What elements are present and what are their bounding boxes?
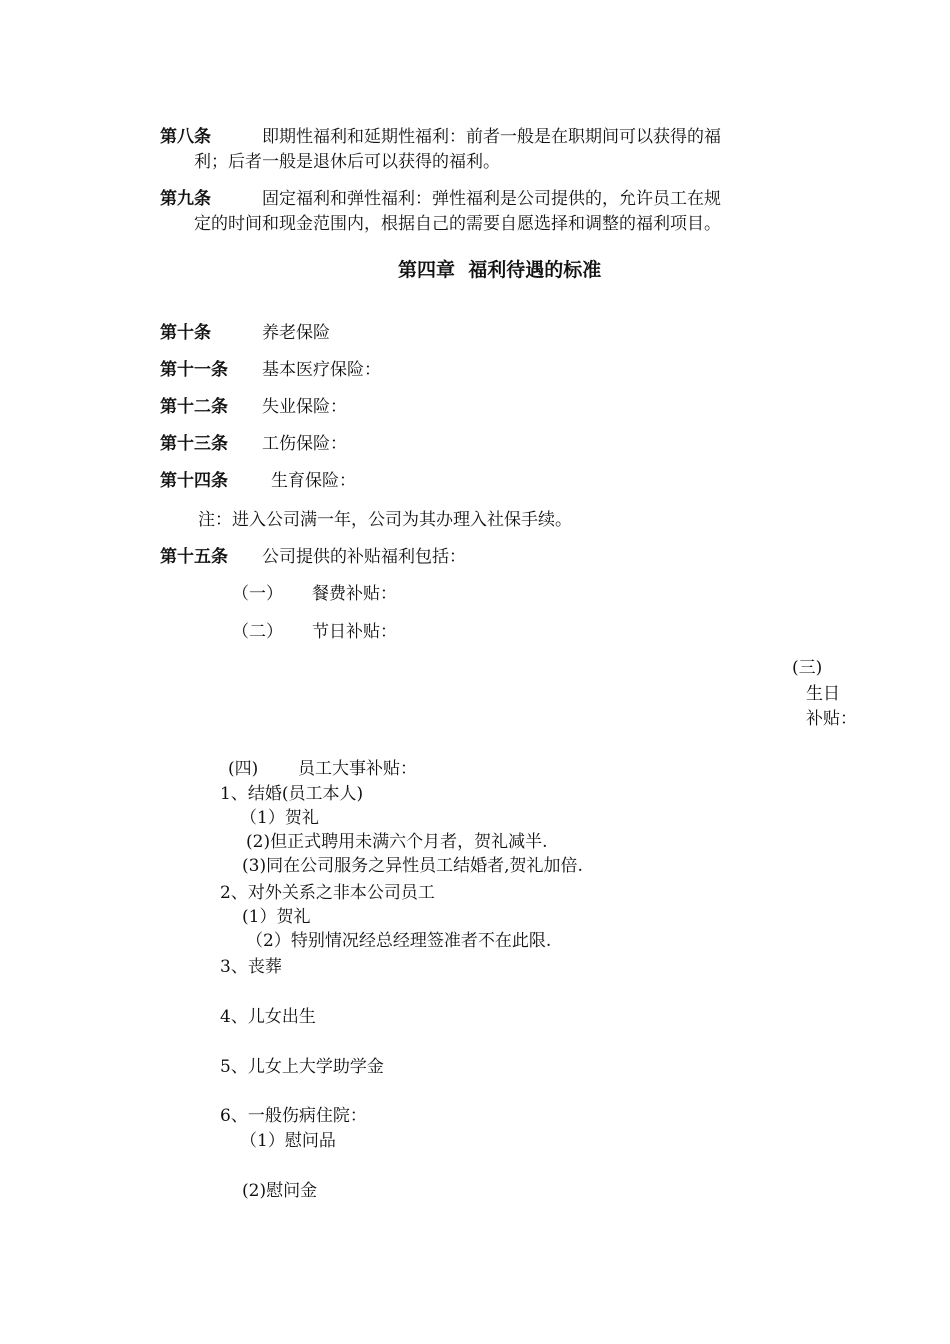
article-15-number: 第十五条 <box>160 547 228 567</box>
article-10-text: 养老保险 <box>262 323 330 343</box>
subsidy-1-number: （一） <box>232 584 283 604</box>
article-14-number: 第十四条 <box>160 471 228 491</box>
item-1c: (3)同在公司服务之异性员工结婚者,贺礼加倍. <box>242 856 583 876</box>
article-13-text: 工伤保险： <box>262 434 347 454</box>
item-1a: （1）贺礼 <box>240 808 319 828</box>
item-1b: (2)但正式聘用未满六个月者，贺礼减半. <box>246 832 548 852</box>
article-11-number: 第十一条 <box>160 360 228 380</box>
article-8-number: 第八条 <box>160 127 211 147</box>
item-4-childbirth: 4、儿女出生 <box>220 1007 316 1027</box>
item-2a: (1）贺礼 <box>242 907 311 927</box>
item-6b: (2)慰问金 <box>242 1181 318 1201</box>
article-9-text-line1: 固定福利和弹性福利：弹性福利是公司提供的，允许员工在规 <box>262 189 721 209</box>
subsidy-2-number: （二） <box>232 622 283 642</box>
article-8-text-line1: 即期性福利和延期性福利：前者一般是在职期间可以获得的福 <box>262 127 721 147</box>
item-6a: （1）慰问品 <box>240 1131 336 1151</box>
subsidy-4-text: 员工大事补贴： <box>298 759 417 779</box>
article-9-number: 第九条 <box>160 189 211 209</box>
subsidy-4-number: (四) <box>228 759 259 779</box>
article-9-text-line2: 定的时间和现金范围内，根据自己的需要自愿选择和调整的福利项目。 <box>194 214 721 234</box>
article-10-number: 第十条 <box>160 323 211 343</box>
article-12-text: 失业保险： <box>262 397 347 417</box>
subsidy-3-number: (三) <box>792 658 823 678</box>
subsidy-3-text-line2: 补贴： <box>806 709 857 729</box>
subsidy-3-text-line1: 生日 <box>806 684 840 704</box>
chapter-heading: 第四章 福利待遇的标准 <box>398 259 602 281</box>
item-6-hospitalization: 6、一般伤病住院： <box>220 1106 367 1126</box>
article-11-text: 基本医疗保险： <box>262 360 381 380</box>
item-1-wedding: 1、结婚(员工本人) <box>220 784 364 804</box>
article-12-number: 第十二条 <box>160 397 228 417</box>
item-2b: （2）特别情况经总经理签准者不在此限. <box>246 931 552 951</box>
article-13-number: 第十三条 <box>160 434 228 454</box>
article-8-text-line2: 利；后者一般是退休后可以获得的福利。 <box>194 152 500 172</box>
item-3-funeral: 3、丧葬 <box>220 957 282 977</box>
item-5-college-grant: 5、儿女上大学助学金 <box>220 1057 384 1077</box>
social-insurance-note: 注：进入公司满一年，公司为其办理入社保手续。 <box>198 510 572 530</box>
article-14-text: 生育保险： <box>271 471 356 491</box>
article-15-text: 公司提供的补贴福利包括： <box>262 547 466 567</box>
subsidy-1-text: 餐费补贴： <box>312 584 397 604</box>
subsidy-2-text: 节日补贴： <box>312 622 397 642</box>
item-2-external: 2、对外关系之非本公司员工 <box>220 883 435 903</box>
